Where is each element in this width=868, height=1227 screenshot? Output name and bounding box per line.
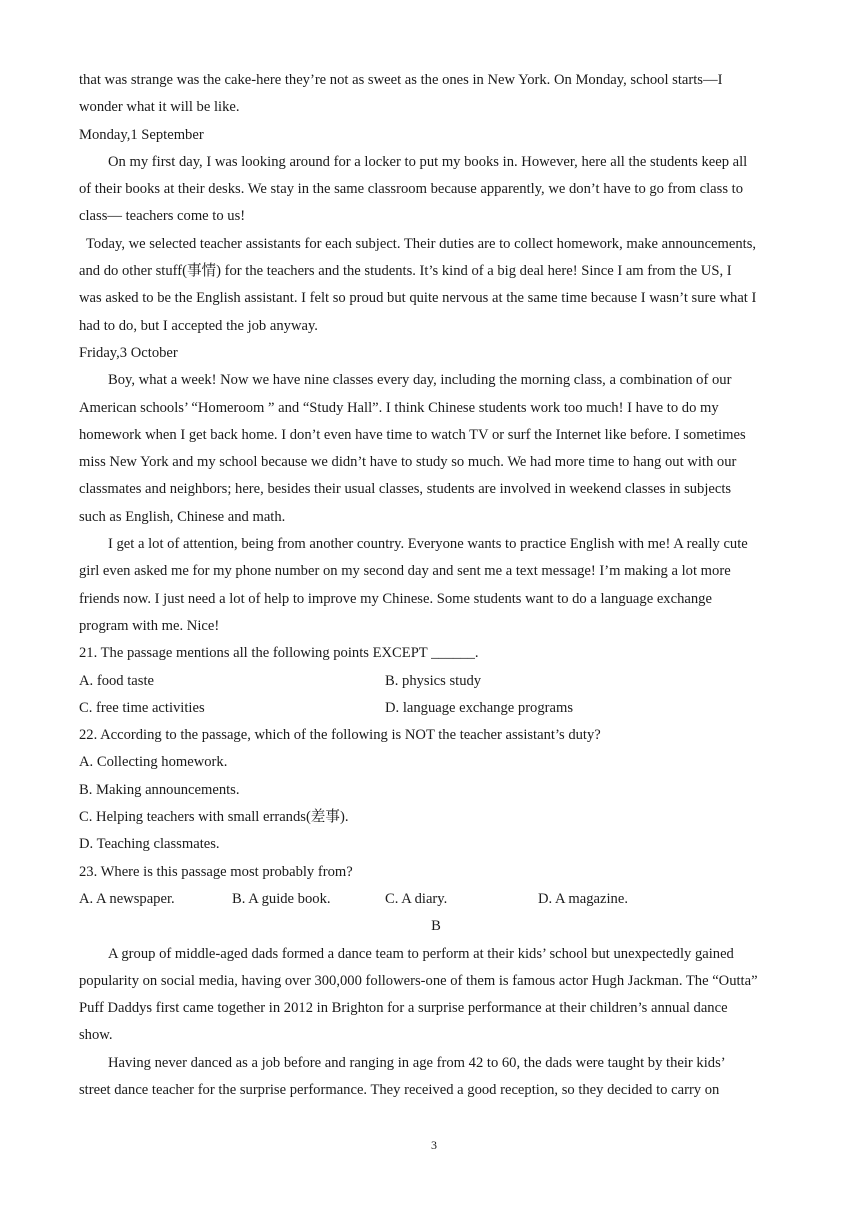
option-b: B. A guide book. [232,890,331,907]
text-line: Puff Daddys first came together in 2012 in Brighton for a surprise performance at their children’s annual dance [79,1000,728,1017]
text-line: of their books at their desks. We stay in the same classroom because apparently, we don’t have to go from class to [79,181,744,198]
option-c: C. free time activities [79,699,205,716]
text-line: girl even asked me for my phone number on my second day and sent me a text message! I’m making a lot more [79,563,731,580]
text-line: A group of middle-aged dads formed a dance team to perform at their kids’ school but unexpectedly gained [108,945,734,962]
text-line: and do other stuff(事情) for the teachers and the students. It’s kind of a big deal here! Since I am from the US, I [79,263,732,280]
text-line: classmates and neighbors; here, besides their usual classes, students are involved in weekend classes in subjects [79,481,732,498]
text-line: homework when I get back home. I don’t even have time to watch TV or surf the Internet like before. I sometimes [79,426,746,443]
question-23-options [79,886,793,913]
text-line: show. [79,1027,113,1044]
option-c: C. A diary. [385,890,448,907]
text-line: Having never danced as a job before and ranging in age from 42 to 60, the dads were taught by their kids’ [108,1054,726,1071]
question-23-stem: 23. Where is this passage most probably from? [79,863,353,880]
question-22-stem: 22. According to the passage, which of the following is NOT the teacher assistant’s duty? [79,727,601,744]
question-21-stem: 21. The passage mentions all the following points EXCEPT ______. [79,645,479,662]
text-line: popularity on social media, having over 300,000 followers-one of them is famous actor Hugh Jackman. The “Outta” [79,972,758,989]
question-21-options-row-2 [79,695,793,722]
text-line: American schools’ “Homeroom ” and “Study Hall”. I think Chinese students work too much! I have to do my [79,399,719,416]
diary-date: Monday,1 September [79,126,204,143]
option-a: A. Collecting homework. [79,754,228,771]
diary-date: Friday,3 October [79,344,178,361]
option-b: B. physics study [385,672,482,689]
option-d: D. language exchange programs [385,699,574,716]
text-line: class— teachers come to us! [79,208,246,225]
option-c: C. Helping teachers with small errands(差事). [79,809,349,826]
text-line: Boy, what a week! Now we have nine classes every day, including the morning class, a combination of our [108,372,732,389]
text-line: I get a lot of attention, being from another country. Everyone wants to practice English with me! A really cute [108,536,748,553]
page-number: 3 [431,1138,437,1152]
text-line: such as English, Chinese and math. [79,508,286,525]
text-line: that was strange was the cake-here they’re not as sweet as the ones in New York. On Monday, school starts—I [79,72,723,88]
text-line: had to do, but I accepted the job anyway. [79,317,318,334]
option-d: D. A magazine. [538,890,628,907]
option-a: A. A newspaper. [79,890,175,907]
text-line: street dance teacher for the surprise performance. They received a good reception, so they decided to carry on [79,1081,720,1098]
document-page [79,67,793,1104]
question-21-options-row-1 [79,668,793,695]
text-line: On my first day, I was looking around for a locker to put my books in. However, here all the students keep all [108,153,748,170]
option-a: A. food taste [79,672,154,689]
text-line: wonder what it will be like. [79,99,240,116]
option-b: B. Making announcements. [79,781,240,798]
text-line: program with me. Nice! [79,617,220,634]
text-line: miss New York and my school because we didn’t have to study so much. We had more time to hang out with our [79,454,737,471]
section-heading: B [431,918,441,935]
text-line: friends now. I just need a lot of help to improve my Chinese. Some students want to do a language exchange [79,590,712,607]
text-line: Today, we selected teacher assistants for each subject. Their duties are to collect homework, make announcements, [86,235,757,252]
text-line: was asked to be the English assistant. I felt so proud but quite nervous at the same time because I wasn’t sure what I [79,290,757,307]
option-d: D. Teaching classmates. [79,836,220,853]
